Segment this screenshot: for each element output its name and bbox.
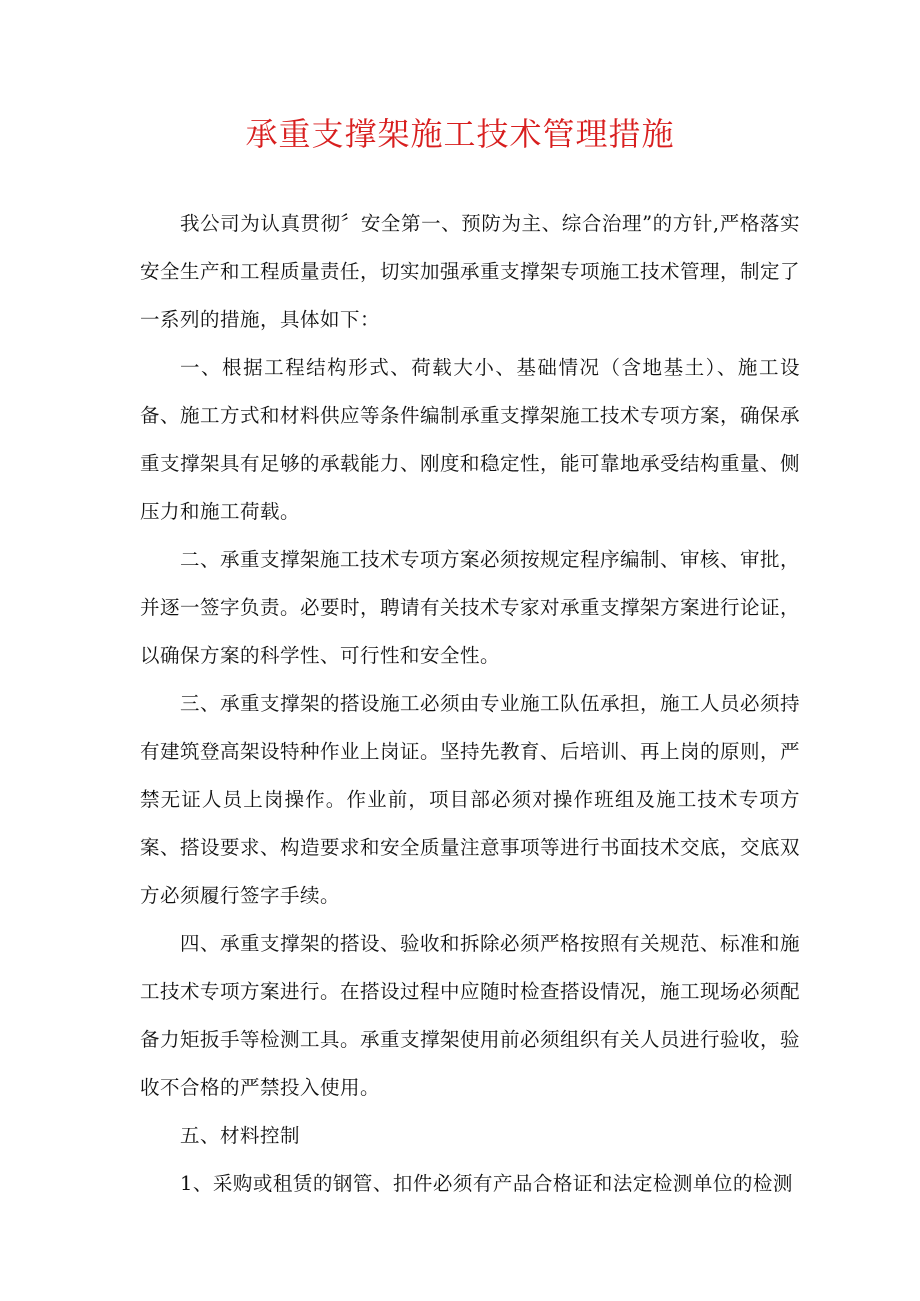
document-title: 承重支撑架施工技术管理措施: [245, 115, 675, 153]
section-3-paragraph: 三、承重支撑架的搭设施工必须由专业施工队伍承担，施工人员必须持有建筑登高架设特种作业上岗证。坚持先教育、后培训、再上岗的原则，严禁无证人员上岗操作。作业前，项目部必须对操作班组及施工技术专项方案、搭设要求、构造要求和安全质量注意事项等进行书面技术交底，交底双方必须履行签字手续。: [140, 692, 801, 907]
item-1-paragraph: 1、采购或租赁的钢管、扣件必须有产品合格证和法定检测单位的检测: [180, 1172, 793, 1195]
section-5-heading: 五、材料控制: [180, 1124, 301, 1147]
section-2-paragraph: 二、承重支撑架施工技术专项方案必须按规定程序编制、审核、审批，并逐一签字负责。必要时，聘请有关技术专家对承重支撑架方案进行论证，以确保方案的科学性、可行性和安全性。: [140, 548, 801, 667]
section-1-paragraph: 一、根据工程结构形式、荷载大小、基础情况（含地基土）、施工设备、施工方式和材料供应等条件编制承重支撑架施工技术专项方案，确保承重支撑架具有足够的承载能力、刚度和稳定性，能可靠地承受结构重量、侧压力和施工荷载。: [140, 356, 801, 523]
section-4-paragraph: 四、承重支撑架的搭设、验收和拆除必须严格按照有关规范、标准和施工技术专项方案进行。在搭设过程中应随时检查搭设情况，施工现场必须配备力矩扳手等检测工具。承重支撑架使用前必须组织有关人员进行验收，验收不合格的严禁投入使用。: [140, 932, 801, 1099]
document-body: [140, 200, 800, 1208]
intro-paragraph: 我公司为认真贯彻〞安全第一、预防为主、综合治理”的方针,严格落实安全生产和工程质量责任，切实加强承重支撑架专项施工技术管理，制定了一系列的措施，具体如下：: [140, 212, 801, 331]
